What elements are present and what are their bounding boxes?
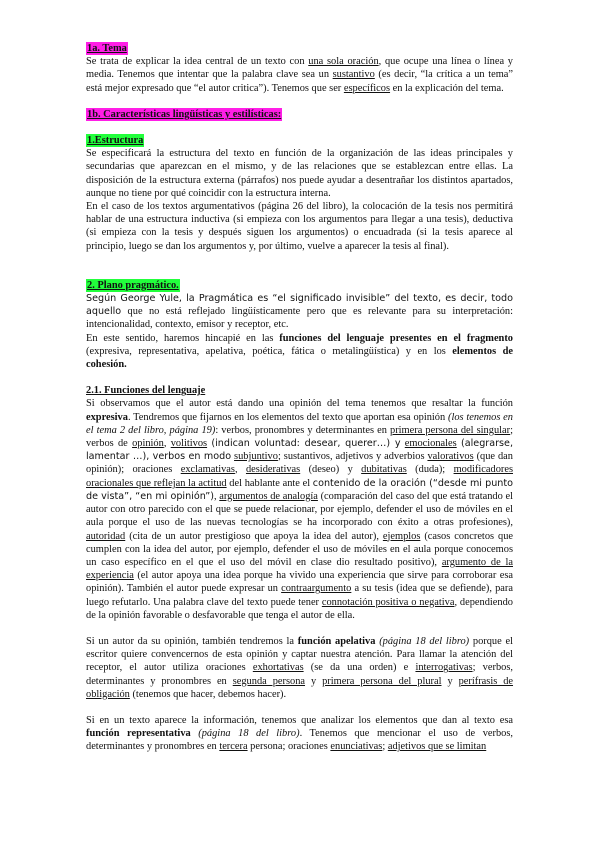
section-1-estructura (86, 134, 513, 253)
section-1a (86, 42, 513, 95)
paragraph-funcion-representativa (86, 714, 513, 754)
text-run: (que dan opinión); oraciones (86, 451, 513, 476)
underlined-text: interrogativas (415, 662, 473, 674)
underlined-text: opinión (132, 438, 164, 450)
underlined-text: específicos (343, 82, 391, 94)
underlined-text: exhortativas (252, 662, 304, 674)
heading-2-1-funciones-del-lenguaje: 2.1. Funciones del lenguaje (86, 385, 206, 397)
italic-text: (página 18 del libro) (198, 728, 300, 740)
underlined-text: contraargumento (281, 583, 352, 595)
underlined-text: sustantivo (332, 69, 375, 81)
text-run: (casos concretos que cumplen con la idea del autor, por ejemplo, defender el uso de móviles en el aula porque conocemos un caso específico en el que el uso del móvil en clase dio resultado positivo), (86, 530, 513, 568)
heading-1-estructura: 1.Estructura (87, 135, 144, 147)
bold-text: función representativa (86, 728, 191, 740)
underlined-text: primera persona del singular (390, 424, 511, 436)
underlined-text: connotación positiva o negativa (321, 596, 455, 608)
text-run: porque el escritor quiere convencernos de esta opinión y captar nuestra atención. Para llamar la atención del receptor, el autor utiliza oraciones (86, 635, 513, 674)
text-run: contenido de la oración (“desde mi punto de vista”, “en mi opinión”) (86, 477, 513, 502)
text-run: Según George Yule, la Pragmática es “el significado invisible” del texto, es decir, todo aquello (86, 293, 513, 318)
underlined-text: segunda persona (232, 675, 306, 687)
text-run: (el autor apoya una idea porque ha vivido una experiencia que sirve para corroborar esa opinión). También el autor puede expresar un (86, 570, 513, 595)
underlined-text: volitivos (170, 438, 208, 450)
underlined-text: subjuntivo (234, 451, 278, 463)
text-run: Si observamos que el autor está dando una opinión del tema tenemos que resaltar la función (86, 398, 513, 410)
bold-text: función apelativa (297, 635, 376, 647)
text-run: (se da una orden) e (303, 662, 416, 674)
text-run: : verbos, pronombres y determinantes en (215, 424, 391, 436)
paragraph-pragmatica-2 (86, 332, 513, 372)
text-run: (alegrarse, lamentar …), verbos en modo (86, 438, 513, 463)
text-run: (indican voluntad: desear, querer…) y (211, 438, 401, 450)
text-run: Si en un texto aparece la información, tenemos que analizar los elementos que dan al texto esa (86, 714, 513, 726)
paragraph-tema (86, 55, 513, 95)
underlined-text: ejemplos (382, 530, 421, 542)
text-run: (tenemos que hacer, debemos hacer). (129, 688, 287, 700)
text-run: ; sustantivos, adjetivos y adverbios (277, 451, 428, 463)
text-run: y (305, 675, 323, 687)
bold-text: funciones del lenguaje presentes en el fragmento (279, 332, 513, 344)
underlined-text: enunciativas (330, 741, 383, 753)
heading-1a-tema: 1a. Tema (87, 43, 127, 54)
underlined-text: argumentos de analogía (219, 490, 318, 502)
underlined-text: autoridad (86, 530, 126, 542)
text-run: , (234, 464, 246, 476)
section-2-1-funciones (86, 384, 513, 753)
text-run: . Tenemos que mencionar el uso de verbos, determinantes y pronombres en (86, 728, 513, 753)
text-run: del hablante ante el (226, 477, 313, 489)
bold-text: elementos de cohesión. (86, 345, 513, 371)
italic-text: (página 18 del libro) (379, 635, 470, 647)
text-run: , dependiendo de la opinión favorable o desfavorable que tenga el autor de ella. (86, 596, 513, 621)
underlined-text: modificadores oracionales que reflejan la actitud (86, 464, 513, 489)
text-run: (duda); (406, 464, 454, 476)
paragraph-pragmatica-1 (86, 292, 513, 332)
paragraph-funcion-apelativa (86, 635, 513, 701)
text-run: , (163, 438, 171, 450)
text-run: (deseo) y (300, 464, 362, 476)
heading-2-plano-pragmatico: 2. Plano pragmático. (87, 279, 179, 291)
text-run: que no está reflejado lingüísticamente pero que es relevante para su interpretación: intencionalidad, contexto, emisor y receptor, etc. (86, 306, 513, 331)
text-run: , que ocupe una línea o línea y media. Tenemos que intentar que la palabra clave sea un (86, 56, 513, 81)
text-run: . Tendremos que fijarnos en los elementos del texto que aportan esa opinión (127, 411, 448, 423)
text-run: , (213, 490, 220, 502)
italic-text: (los tenemos en el tema 2 del libro, página 19) (86, 411, 513, 436)
underlined-text: adjetivos que se limitan (387, 741, 487, 753)
underlined-text: argumento de la experiencia (86, 556, 513, 582)
text-run: y (441, 675, 459, 687)
text-run: a su tesis (idea que se defiende), para luego refutarlo. Una palabra clave del texto puede tener (86, 583, 513, 608)
underlined-text: valorativos (427, 451, 474, 463)
text-run: En este sentido, haremos hincapié en las (86, 332, 280, 344)
underlined-text: una sola oración (308, 56, 379, 68)
underlined-text: emocionales (404, 438, 457, 450)
underlined-text: perífrasis de obligación (86, 675, 514, 700)
underlined-text: desiderativas (245, 464, 301, 476)
text-run: persona; oraciones (247, 741, 331, 753)
text-run: Si un autor da su opinión, también tendremos la (86, 635, 298, 647)
bold-text: expresiva (86, 411, 128, 423)
text-run: (cita de un autor prestigioso que apoya la idea del autor), (125, 530, 383, 542)
underlined-text: primera persona del plural (322, 675, 442, 687)
section-1b (86, 108, 513, 121)
text-run: (es decir, “la crítica a un tema” está mejor expresado que “el autor critica”). Tenemos que ser (86, 69, 513, 94)
heading-1b-caracteristicas: 1b. Características lingüísticas y estilísticas: (87, 108, 282, 120)
text-run: en la explicación del tema. (390, 82, 504, 94)
section-2-plano-pragmatico (86, 279, 513, 371)
underlined-text: tercera (219, 741, 248, 753)
document-page (86, 42, 513, 754)
text-run: ; (382, 741, 388, 753)
text-run: (comparación del caso del que está tratando el autor con otro parecido con el que se puede relacionar, por ejemplo, defender el uso de móviles en el aula porque el uso de las nuevas tecnologías se ha incorporado con éxito a otras profesiones), (86, 490, 513, 529)
paragraph-estructura-2: En el caso de los textos argumentativos (página 26 del libro), la colocación de la tesis nos permitirá hablar de una estructura inductiva (si empieza con los argumentos para llegar a una tesis), deductiva (si empieza con la tesis y después siguen los argumentos) o encuadrada (si la tesis aparece al principio, luego se dan los argumentos y, por último, vuelve a aparecer la tesis al final). (86, 201, 513, 252)
underlined-text: dubitativas (361, 464, 407, 476)
paragraph-funcion-expresiva (86, 397, 513, 621)
paragraph-estructura-1: Se especificará la estructura del texto en función de la organización de las ideas principales y secundarias que aparezcan en el mismo, y de las relaciones que se establezcan entre ellas. La disposición de la estructura externa (párrafos) nos puede ayudar a desentrañar los distintos apartados, aunque no tiene por qué coincidir con la estructura interna. (86, 148, 513, 199)
text-run: (expresiva, representativa, apelativa, poética, fática o metalingüística) y en los (86, 345, 453, 357)
underlined-text: exclamativas (180, 464, 235, 476)
text-run: Se trata de explicar la idea central de un texto con (86, 56, 309, 68)
text-run: ; verbos, determinantes y pronombres en (86, 662, 513, 687)
text-run: ; verbos de (86, 424, 513, 450)
